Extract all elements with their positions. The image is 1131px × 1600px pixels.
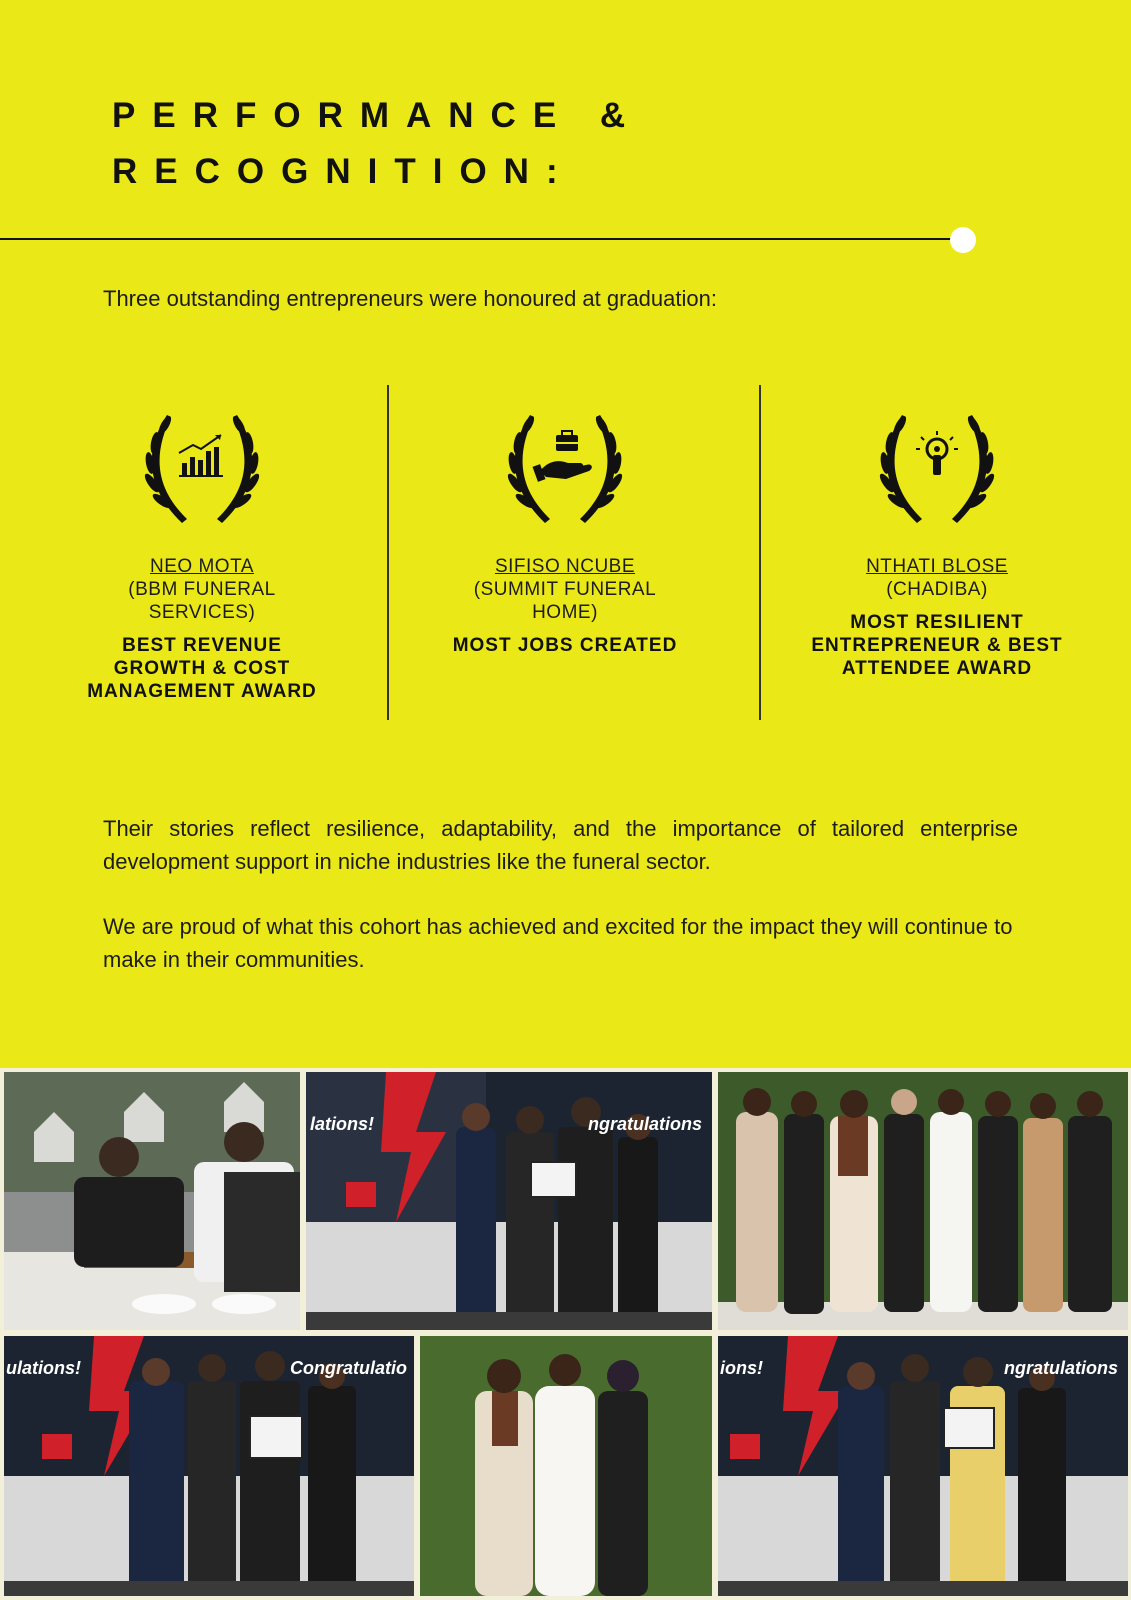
closing-paragraph-1: Their stories reflect resilience, adaptability, and the importance of tailored enterprise development support in niche industries like the funeral sector. bbox=[103, 816, 1018, 874]
banner-text: Congratulatio bbox=[290, 1358, 407, 1378]
banner-text: ngratulations bbox=[588, 1114, 703, 1134]
banner-text: lations! bbox=[310, 1114, 375, 1134]
divider-dot bbox=[950, 227, 976, 253]
title-line-2: RECOGNITION: bbox=[112, 152, 575, 191]
award-title-line: MOST RESILIENT bbox=[850, 612, 1024, 633]
award-card-nthati-blose bbox=[797, 405, 1077, 680]
award-title-line: MANAGEMENT AWARD bbox=[87, 681, 317, 702]
photo-group bbox=[718, 1072, 1128, 1330]
award-title bbox=[62, 634, 342, 703]
award-divider bbox=[759, 385, 761, 720]
winner-company: (CHADIBA) bbox=[886, 579, 988, 600]
award-card-neo-mota bbox=[62, 405, 342, 703]
photo-collage bbox=[0, 1068, 1131, 1600]
intro-text: Three outstanding entrepreneurs were honoured at graduation: bbox=[103, 286, 717, 311]
photo-buffet bbox=[4, 1072, 300, 1330]
page-title bbox=[112, 88, 642, 200]
award-title-line: MOST JOBS CREATED bbox=[452, 635, 678, 656]
winner-company: (BBM FUNERAL bbox=[128, 579, 276, 600]
laurel-wreath-icon bbox=[862, 405, 1012, 535]
banner-text: ulations! bbox=[6, 1358, 81, 1378]
laurel-wreath-icon bbox=[127, 405, 277, 535]
closing-paragraph-2: We are proud of what this cohort has achieved and excited for the impact they will continue to make in their communities. bbox=[103, 914, 1013, 972]
laurel-wreath-icon bbox=[490, 405, 640, 535]
winner-name: NTHATI BLOSE bbox=[866, 556, 1008, 577]
award-title bbox=[797, 611, 1077, 680]
award-title-line: GROWTH & COST bbox=[113, 658, 291, 679]
winner-name: SIFISO NCUBE bbox=[494, 556, 636, 577]
award-title-line: ENTREPRENEUR & BEST bbox=[811, 635, 1063, 656]
lightbulb-person-icon bbox=[916, 431, 958, 475]
briefcase-hand-icon bbox=[533, 431, 592, 482]
title-line-1: PERFORMANCE & bbox=[112, 96, 643, 135]
winner-name: NEO MOTA bbox=[150, 556, 254, 577]
photo-three-women bbox=[420, 1336, 712, 1596]
photo-award-ceremony-2 bbox=[4, 1336, 414, 1596]
winner-company: SERVICES) bbox=[148, 602, 256, 623]
photo-award-ceremony-1 bbox=[306, 1072, 712, 1330]
photo-award-ceremony-3 bbox=[718, 1336, 1128, 1596]
banner-text: ngratulations bbox=[1004, 1358, 1119, 1378]
title-divider-line bbox=[0, 238, 955, 240]
awards-section bbox=[0, 385, 1131, 720]
award-title-line: ATTENDEE AWARD bbox=[841, 658, 1033, 679]
award-title bbox=[425, 634, 705, 657]
winner-company: (SUMMIT FUNERAL bbox=[473, 579, 657, 600]
award-divider bbox=[387, 385, 389, 720]
banner-text: ions! bbox=[720, 1358, 763, 1378]
growth-chart-icon bbox=[179, 435, 223, 477]
award-card-sifiso-ncube bbox=[425, 405, 705, 657]
award-title-line: BEST REVENUE bbox=[122, 635, 282, 656]
winner-company: HOME) bbox=[532, 602, 598, 623]
